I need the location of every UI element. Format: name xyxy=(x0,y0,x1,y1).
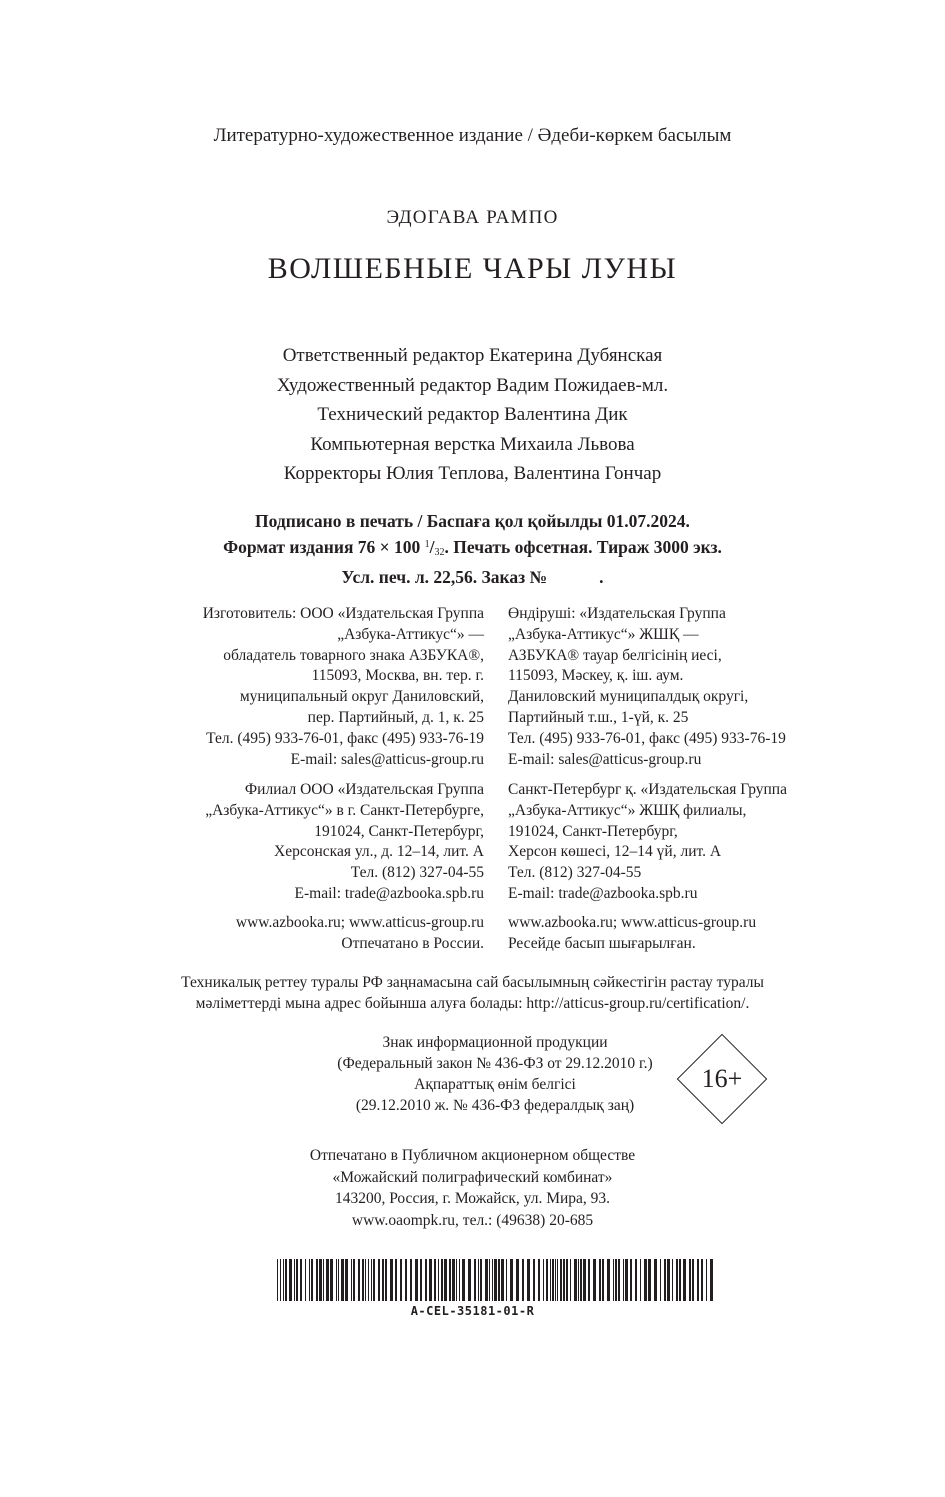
barcode-bar xyxy=(429,1259,432,1301)
barcode-bar xyxy=(323,1259,324,1301)
branch-kk-line: Херсон көшесі, 12–14 үй, лит. А xyxy=(508,843,722,861)
barcode-bar xyxy=(462,1259,465,1301)
barcode-bar xyxy=(543,1259,544,1301)
barcode-bar xyxy=(371,1259,372,1301)
credits-block xyxy=(0,341,945,489)
barcode-bar xyxy=(689,1259,691,1301)
barcode-bar xyxy=(618,1259,620,1301)
format-numerator: 1 xyxy=(424,539,430,550)
age-rating-badge xyxy=(676,1033,768,1125)
barcode-bar xyxy=(362,1259,364,1301)
barcode-bar xyxy=(613,1259,614,1301)
manufacturer-ru-line: „Азбука-Аттикус“» — xyxy=(337,625,484,643)
credit-line: Ответственный редактор Екатерина Дубянская xyxy=(282,345,663,366)
barcode-bar xyxy=(607,1259,610,1301)
manufacturer-ru-line: муниципальный округ Даниловский, xyxy=(239,688,484,706)
barcode-bar xyxy=(588,1259,590,1301)
barcode-bar xyxy=(630,1259,632,1301)
barcode-bar xyxy=(546,1259,548,1301)
barcode-bar xyxy=(410,1259,412,1301)
manufacturer-kk-line: „Азбука-Аттикус“» ЖШҚ — xyxy=(508,625,699,643)
barcode-bar xyxy=(277,1259,278,1301)
barcode-bar xyxy=(560,1259,562,1301)
certification-line: мәліметтерді мына адрес бойынша алуға болады: http://atticus-group.ru/certification/. xyxy=(195,995,750,1012)
branch-ru-line: Филиал ООО «Издательская Группа xyxy=(244,781,484,798)
barcode-bar xyxy=(316,1259,318,1301)
format-denominator: 32 xyxy=(434,547,445,558)
barcode-bar xyxy=(710,1259,713,1301)
barcode-bar xyxy=(294,1259,295,1301)
barcode-bar xyxy=(444,1259,447,1301)
barcode-bar xyxy=(283,1259,284,1301)
barcode-bar xyxy=(474,1259,476,1301)
barcode-bar xyxy=(697,1259,699,1301)
barcode-bar xyxy=(319,1259,322,1301)
manufacturer-ru-line: обладатель товарного знака АЗБУКА®, xyxy=(223,646,484,664)
printer-line: Отпечатано в Публичном акционерном обществе xyxy=(309,1147,636,1164)
format-prefix: Формат издания 76 × 100 xyxy=(223,537,421,557)
credit-line: Корректоры Юлия Теплова, Валентина Гончар xyxy=(283,463,662,484)
barcode-bar xyxy=(516,1259,519,1301)
barcode-bar xyxy=(635,1259,637,1301)
barcode-bar xyxy=(574,1259,577,1301)
barcode-bar xyxy=(527,1259,530,1301)
manufacturer-kk-line: Партийный т.ш., 1-үй, к. 25 xyxy=(508,708,689,726)
barcode-bar xyxy=(468,1259,471,1301)
manufacturer-ru-line: Изготовитель: ООО «Издательская Группа xyxy=(202,605,484,622)
barcode-bar xyxy=(533,1259,535,1301)
barcode-bar xyxy=(706,1259,707,1301)
info-sign-line: (Федеральный закон № 436-ФЗ от 29.12.2010 г.) xyxy=(337,1055,653,1072)
barcode-bar xyxy=(365,1259,366,1301)
barcode-bar xyxy=(459,1259,460,1301)
barcode-bar xyxy=(501,1259,504,1301)
info-sign-line: Знак информационной продукции xyxy=(382,1034,608,1051)
print-info xyxy=(0,509,945,589)
barcode-bar xyxy=(378,1259,380,1301)
barcode-bar xyxy=(478,1259,479,1301)
format-slash: / xyxy=(429,537,435,557)
barcode-bar xyxy=(351,1259,352,1301)
branch-ru-line: Херсонская ул., д. 12–14, лит. А xyxy=(274,843,484,861)
barcode-bar xyxy=(330,1259,333,1301)
info-sign-line: Ақпараттық өнім белгісі xyxy=(414,1076,576,1093)
barcode-bar xyxy=(368,1259,369,1301)
barcode-bar xyxy=(625,1259,628,1301)
barcode-bar xyxy=(425,1259,427,1301)
barcode-bar xyxy=(667,1259,670,1301)
web-ru xyxy=(124,913,484,955)
branch-ru-line: 191024, Санкт-Петербург, xyxy=(314,822,484,840)
info-sign-text xyxy=(290,1032,700,1116)
branch-kk-line: „Азбука-Аттикус“» ЖШҚ филиалы, xyxy=(508,801,747,819)
barcode-bar xyxy=(438,1259,439,1301)
barcode-code: A-CEL-35181-01-R xyxy=(410,1304,535,1318)
barcode-bar xyxy=(434,1259,436,1301)
barcode-bar xyxy=(644,1259,647,1301)
barcode-bar xyxy=(593,1259,596,1301)
barcode-bar xyxy=(449,1259,451,1301)
manufacturer-kk-line: Тел. (495) 933-76-01, факс (495) 933-76-19 xyxy=(508,729,786,747)
barcode-bar xyxy=(395,1259,397,1301)
barcode-bar xyxy=(309,1259,310,1301)
book-title: ВОЛШЕБНЫЕ ЧАРЫ ЛУНЫ xyxy=(267,252,678,285)
manufacturer-ru-line: 115093, Москва, вн. тер. г. xyxy=(311,667,484,685)
barcode-bar xyxy=(353,1259,355,1301)
printer-info xyxy=(0,1145,945,1231)
format-suffix: . Печать офсетная. Тираж 3000 экз. xyxy=(444,537,722,557)
barcode-bar xyxy=(583,1259,586,1301)
manufacturer-ru-line: Тел. (495) 933-76-01, факс (495) 933-76-19 xyxy=(206,729,484,747)
barcode-bar xyxy=(285,1259,287,1301)
info-sign-line: (29.12.2010 ж. № 436-ФЗ федералдық заң) xyxy=(355,1097,635,1114)
printer-line: www.oaompk.ru, тел.: (49638) 20-685 xyxy=(351,1211,594,1229)
barcode-bar xyxy=(557,1259,558,1301)
branch-ru-line: „Азбука-Аттикус“» в г. Санкт-Петербурге, xyxy=(205,801,484,819)
barcode-bar xyxy=(336,1259,337,1301)
barcode-bar xyxy=(640,1259,641,1301)
barcode-bar xyxy=(400,1259,402,1301)
barcode-bar xyxy=(420,1259,422,1301)
barcode-bar xyxy=(555,1259,556,1301)
edition-type: Литературно-художественное издание / Әдеби-көркем басылым xyxy=(213,125,732,146)
barcode-bar xyxy=(692,1259,694,1301)
manufacturer-ru xyxy=(124,604,484,770)
barcode-bar xyxy=(494,1259,497,1301)
barcode-bar xyxy=(566,1259,568,1301)
barcode-bar xyxy=(300,1259,302,1301)
age-rating-label: 16+ xyxy=(701,1064,743,1093)
web-kk xyxy=(508,913,908,955)
barcode-bar xyxy=(289,1259,292,1301)
barcode-bar xyxy=(358,1259,360,1301)
branch-kk-line: Тел. (812) 327-04-55 xyxy=(508,864,642,882)
web-ru-line: www.azbooka.ru; www.atticus-group.ru xyxy=(235,914,484,931)
web-ru-line: Отпечатано в России. xyxy=(341,934,484,952)
branch-kk-line: 191024, Санкт-Петербург, xyxy=(508,822,678,840)
barcode-bar xyxy=(510,1259,513,1301)
barcode-bar xyxy=(654,1259,657,1301)
manufacturer-kk xyxy=(508,604,908,770)
barcode-bar xyxy=(506,1259,507,1301)
barcode-bar xyxy=(390,1259,393,1301)
sheets-text: Усл. печ. л. 22,56. Заказ № xyxy=(341,567,548,587)
manufacturer-kk-line: Өндіруші: «Издательская Группа xyxy=(508,605,726,622)
barcode-bar xyxy=(382,1259,384,1301)
branch-ru xyxy=(124,780,484,905)
web-kk-line: Ресейде басып шығарылған. xyxy=(508,934,696,952)
credit-line: Технический редактор Валентина Дик xyxy=(317,404,628,425)
manufacturer-kk-line: 115093, Мәскеу, қ. іш. аум. xyxy=(508,667,684,685)
branch-kk-line: E-mail: trade@azbooka.spb.ru xyxy=(508,884,698,902)
barcode-bar xyxy=(648,1259,651,1301)
barcode-bar xyxy=(480,1259,482,1301)
barcode-bar xyxy=(679,1259,681,1301)
barcode-bar xyxy=(305,1259,306,1301)
branch-kk-line: Санкт-Петербург қ. «Издательская Группа xyxy=(508,781,787,798)
signed-line: Подписано в печать / Баспаға қол қойылды 01.07.2024. xyxy=(255,511,690,531)
barcode-bar xyxy=(492,1259,493,1301)
credit-line: Художественный редактор Вадим Пожидаев-мл. xyxy=(276,374,669,396)
printer-line: «Можайский полиграфический комбинат» xyxy=(332,1168,613,1186)
barcode-bar xyxy=(345,1259,348,1301)
barcode-bar xyxy=(552,1259,554,1301)
barcode-bar xyxy=(452,1259,455,1301)
barcode-bar xyxy=(326,1259,329,1301)
barcode-bar xyxy=(498,1259,500,1301)
sheets-line xyxy=(0,565,945,589)
barcode-bar xyxy=(602,1259,604,1301)
barcode-bar xyxy=(280,1259,281,1301)
barcode-bar xyxy=(580,1259,582,1301)
web-kk-line: www.azbooka.ru; www.atticus-group.ru xyxy=(508,914,757,931)
barcode-bar xyxy=(615,1259,617,1301)
barcode-bar xyxy=(441,1259,443,1301)
barcode-bar xyxy=(683,1259,686,1301)
barcode-bar xyxy=(373,1259,375,1301)
barcode-bar xyxy=(550,1259,551,1301)
barcode-bar xyxy=(311,1259,313,1301)
barcode-bar xyxy=(660,1259,661,1301)
barcode-bar xyxy=(664,1259,666,1301)
barcode-bar xyxy=(405,1259,407,1301)
barcode-bar xyxy=(623,1259,624,1301)
credit-line: Компьютерная верстка Михаила Львова xyxy=(310,433,635,455)
barcode-bar xyxy=(522,1259,524,1301)
barcode-bar xyxy=(296,1259,298,1301)
branch-ru-line: Тел. (812) 327-04-55 xyxy=(350,864,484,882)
barcode-bar xyxy=(338,1259,339,1301)
manufacturer-kk-line: Даниловский муниципалдық округі, xyxy=(508,688,749,706)
barcode-bar xyxy=(570,1259,571,1301)
barcode-bar xyxy=(485,1259,488,1301)
certification-note xyxy=(0,972,945,1014)
barcode-bar xyxy=(701,1259,703,1301)
certification-line: Техникалық реттеу туралы РФ заңнамасына сай басылымның сәйкестігін растау туралы xyxy=(181,974,764,991)
barcode-bar xyxy=(578,1259,579,1301)
barcode-bar xyxy=(456,1259,457,1301)
barcode-bar xyxy=(676,1259,678,1301)
barcode-bar xyxy=(672,1259,673,1301)
barcode-bar xyxy=(599,1259,601,1301)
barcode-bar xyxy=(538,1259,540,1301)
barcode-bar xyxy=(415,1259,418,1301)
barcode-bar xyxy=(563,1259,565,1301)
barcode-bar xyxy=(489,1259,490,1301)
format-line xyxy=(0,533,945,565)
printer-line: 143200, Россия, г. Можайск, ул. Мира, 93. xyxy=(334,1190,611,1207)
branch-ru-line: E-mail: trade@azbooka.spb.ru xyxy=(294,884,484,902)
manufacturer-ru-line: E-mail: sales@atticus-group.ru xyxy=(290,750,484,768)
manufacturer-kk-line: АЗБУКА® тауар белгісінің иесі, xyxy=(508,646,722,664)
author-name: ЭДОГАВА РАМПО xyxy=(386,207,559,228)
manufacturer-ru-line: пер. Партийный, д. 1, к. 25 xyxy=(307,708,484,726)
sheets-end: . xyxy=(599,567,604,587)
barcode-bar xyxy=(341,1259,344,1301)
branch-kk xyxy=(508,780,908,905)
barcode-bar xyxy=(385,1259,387,1301)
barcode xyxy=(277,1259,715,1301)
manufacturer-kk-line: E-mail: sales@atticus-group.ru xyxy=(508,750,702,768)
